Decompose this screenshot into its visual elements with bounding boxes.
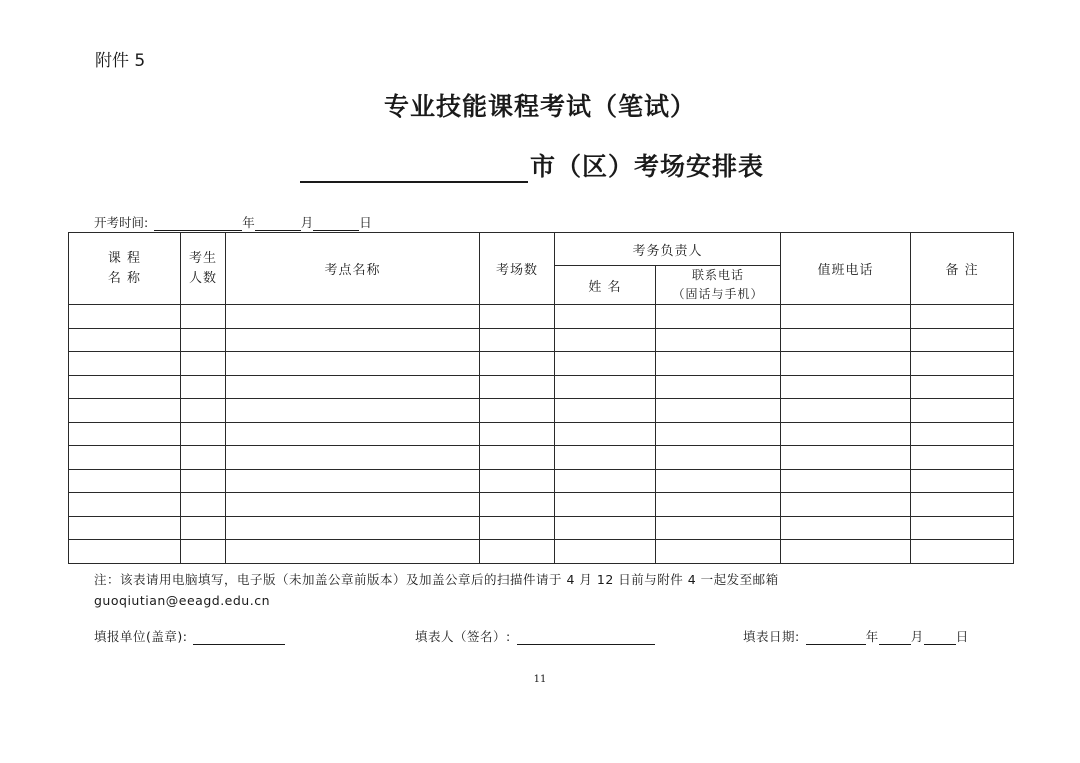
cell-remarks[interactable] [911, 446, 1014, 470]
cell-course[interactable] [69, 422, 181, 446]
table-row [69, 399, 1014, 423]
cell-supervisor-name[interactable] [555, 540, 656, 564]
month-blank[interactable] [255, 217, 301, 231]
students-header-line2: 人数 [188, 270, 217, 286]
cell-supervisor-name[interactable] [555, 305, 656, 329]
col-header-students [181, 233, 226, 305]
fill-year-label: 年 [865, 629, 879, 644]
col-header-supervisor-contact [656, 266, 781, 305]
cell-site-name[interactable] [226, 352, 480, 376]
fill-day-blank[interactable] [924, 631, 956, 645]
filler-signature [415, 627, 655, 645]
table-row [69, 422, 1014, 446]
cell-duty-phone[interactable] [781, 493, 911, 517]
col-header-site-name: 考点名称 [226, 233, 480, 305]
attachment-label: 附件 5 [95, 51, 146, 71]
cell-students[interactable] [181, 328, 226, 352]
cell-duty-phone[interactable] [781, 469, 911, 493]
cell-room-count[interactable] [480, 399, 555, 423]
cell-students[interactable] [181, 469, 226, 493]
cell-site-name[interactable] [226, 375, 480, 399]
city-blank-line[interactable] [300, 153, 528, 183]
table-row [69, 352, 1014, 376]
cell-room-count[interactable] [480, 493, 555, 517]
cell-supervisor-contact[interactable] [656, 422, 781, 446]
cell-course[interactable] [69, 446, 181, 470]
table-row [69, 328, 1014, 352]
cell-room-count[interactable] [480, 446, 555, 470]
day-blank[interactable] [313, 217, 359, 231]
cell-supervisor-name[interactable] [555, 352, 656, 376]
cell-room-count[interactable] [480, 352, 555, 376]
table-row [69, 493, 1014, 517]
cell-supervisor-name[interactable] [555, 493, 656, 517]
cell-site-name[interactable] [226, 305, 480, 329]
cell-supervisor-contact[interactable] [656, 375, 781, 399]
cell-supervisor-name[interactable] [555, 422, 656, 446]
cell-remarks[interactable] [911, 422, 1014, 446]
cell-students[interactable] [181, 399, 226, 423]
cell-room-count[interactable] [480, 375, 555, 399]
cell-supervisor-contact[interactable] [656, 493, 781, 517]
reporting-unit [94, 627, 285, 645]
col-header-remarks: 备 注 [911, 233, 1014, 305]
cell-site-name[interactable] [226, 446, 480, 470]
table-row [69, 305, 1014, 329]
cell-site-name[interactable] [226, 469, 480, 493]
cell-supervisor-name[interactable] [555, 399, 656, 423]
cell-room-count[interactable] [480, 516, 555, 540]
course-header-line1: 课 程 [107, 250, 142, 266]
table-row [69, 516, 1014, 540]
cell-site-name[interactable] [226, 516, 480, 540]
page-number: 11 [533, 674, 547, 685]
cell-supervisor-contact[interactable] [656, 516, 781, 540]
exam-start-time [94, 213, 372, 231]
cell-duty-phone[interactable] [781, 446, 911, 470]
cell-duty-phone[interactable] [781, 375, 911, 399]
note-email[interactable]: guoqiutian@eeagd.edu.cn [94, 593, 270, 608]
cell-students[interactable] [181, 446, 226, 470]
table-row [69, 446, 1014, 470]
document-subtitle [300, 147, 764, 183]
cell-students[interactable] [181, 493, 226, 517]
cell-duty-phone[interactable] [781, 328, 911, 352]
cell-supervisor-contact[interactable] [656, 446, 781, 470]
note-line1: 注：该表请用电脑填写，电子版（未加盖公章前版本）及加盖公章后的扫描件请于 4 月 12 日前与附件 4 一起发至邮箱 [94, 572, 779, 587]
col-header-duty-phone: 值班电话 [781, 233, 911, 305]
cell-course[interactable] [69, 399, 181, 423]
cell-supervisor-contact[interactable] [656, 305, 781, 329]
cell-course[interactable] [69, 493, 181, 517]
cell-course[interactable] [69, 305, 181, 329]
cell-remarks[interactable] [911, 516, 1014, 540]
cell-remarks[interactable] [911, 328, 1014, 352]
cell-site-name[interactable] [226, 399, 480, 423]
cell-site-name[interactable] [226, 493, 480, 517]
cell-students[interactable] [181, 422, 226, 446]
filler-label: 填表人（签名）: [415, 629, 511, 644]
reporting-unit-label: 填报单位(盖章): [94, 629, 188, 644]
cell-course[interactable] [69, 469, 181, 493]
cell-supervisor-contact[interactable] [656, 352, 781, 376]
document-title: 专业技能课程考试（笔试） [383, 92, 696, 121]
cell-site-name[interactable] [226, 540, 480, 564]
year-blank[interactable] [154, 217, 242, 231]
cell-room-count[interactable] [480, 328, 555, 352]
cell-site-name[interactable] [226, 328, 480, 352]
year-label: 年 [242, 215, 255, 230]
cell-course[interactable] [69, 375, 181, 399]
cell-supervisor-name[interactable] [555, 375, 656, 399]
cell-students[interactable] [181, 305, 226, 329]
cell-supervisor-name[interactable] [555, 516, 656, 540]
contact-header-line2: （固话与手机） [672, 287, 764, 301]
cell-site-name[interactable] [226, 422, 480, 446]
cell-room-count[interactable] [480, 422, 555, 446]
course-header-line2: 名 称 [107, 270, 142, 286]
note [94, 569, 779, 611]
arrangement-table [68, 232, 1014, 564]
cell-supervisor-contact[interactable] [656, 540, 781, 564]
cell-room-count[interactable] [480, 469, 555, 493]
cell-remarks[interactable] [911, 493, 1014, 517]
cell-remarks[interactable] [911, 352, 1014, 376]
cell-remarks[interactable] [911, 305, 1014, 329]
cell-supervisor-contact[interactable] [656, 399, 781, 423]
cell-supervisor-contact[interactable] [656, 328, 781, 352]
cell-remarks[interactable] [911, 375, 1014, 399]
filler-blank[interactable] [517, 631, 655, 645]
start-time-label: 开考时间: [94, 215, 149, 230]
cell-remarks[interactable] [911, 399, 1014, 423]
col-header-supervisor-name: 姓 名 [555, 266, 656, 305]
cell-duty-phone[interactable] [781, 422, 911, 446]
fill-day-label: 日 [955, 629, 969, 644]
cell-course[interactable] [69, 516, 181, 540]
cell-duty-phone[interactable] [781, 516, 911, 540]
students-header-line1: 考生 [188, 250, 217, 266]
cell-remarks[interactable] [911, 540, 1014, 564]
cell-room-count[interactable] [480, 540, 555, 564]
table-row [69, 540, 1014, 564]
fill-month-blank[interactable] [879, 631, 911, 645]
fill-date [743, 627, 969, 645]
cell-duty-phone[interactable] [781, 399, 911, 423]
cell-course[interactable] [69, 352, 181, 376]
reporting-unit-blank[interactable] [193, 631, 285, 645]
cell-students[interactable] [181, 352, 226, 376]
col-header-course [69, 233, 181, 305]
cell-supervisor-name[interactable] [555, 446, 656, 470]
cell-students[interactable] [181, 516, 226, 540]
fill-month-label: 月 [910, 629, 924, 644]
cell-duty-phone[interactable] [781, 540, 911, 564]
cell-students[interactable] [181, 540, 226, 564]
col-header-room-count: 考场数 [480, 233, 555, 305]
subtitle-text: 市（区）考场安排表 [530, 152, 765, 181]
col-header-supervisor: 考务负责人 [555, 233, 781, 266]
cell-remarks[interactable] [911, 469, 1014, 493]
table-row [69, 469, 1014, 493]
contact-header-line1: 联系电话 [692, 268, 745, 282]
month-label: 月 [300, 215, 314, 230]
cell-supervisor-name[interactable] [555, 469, 656, 493]
cell-room-count[interactable] [480, 305, 555, 329]
fill-date-label: 填表日期: [743, 629, 800, 644]
cell-duty-phone[interactable] [781, 305, 911, 329]
cell-course[interactable] [69, 540, 181, 564]
table-row [69, 375, 1014, 399]
cell-supervisor-contact[interactable] [656, 469, 781, 493]
fill-year-blank[interactable] [806, 631, 866, 645]
cell-course[interactable] [69, 328, 181, 352]
day-label: 日 [359, 215, 372, 230]
cell-supervisor-name[interactable] [555, 328, 656, 352]
cell-duty-phone[interactable] [781, 352, 911, 376]
cell-students[interactable] [181, 375, 226, 399]
